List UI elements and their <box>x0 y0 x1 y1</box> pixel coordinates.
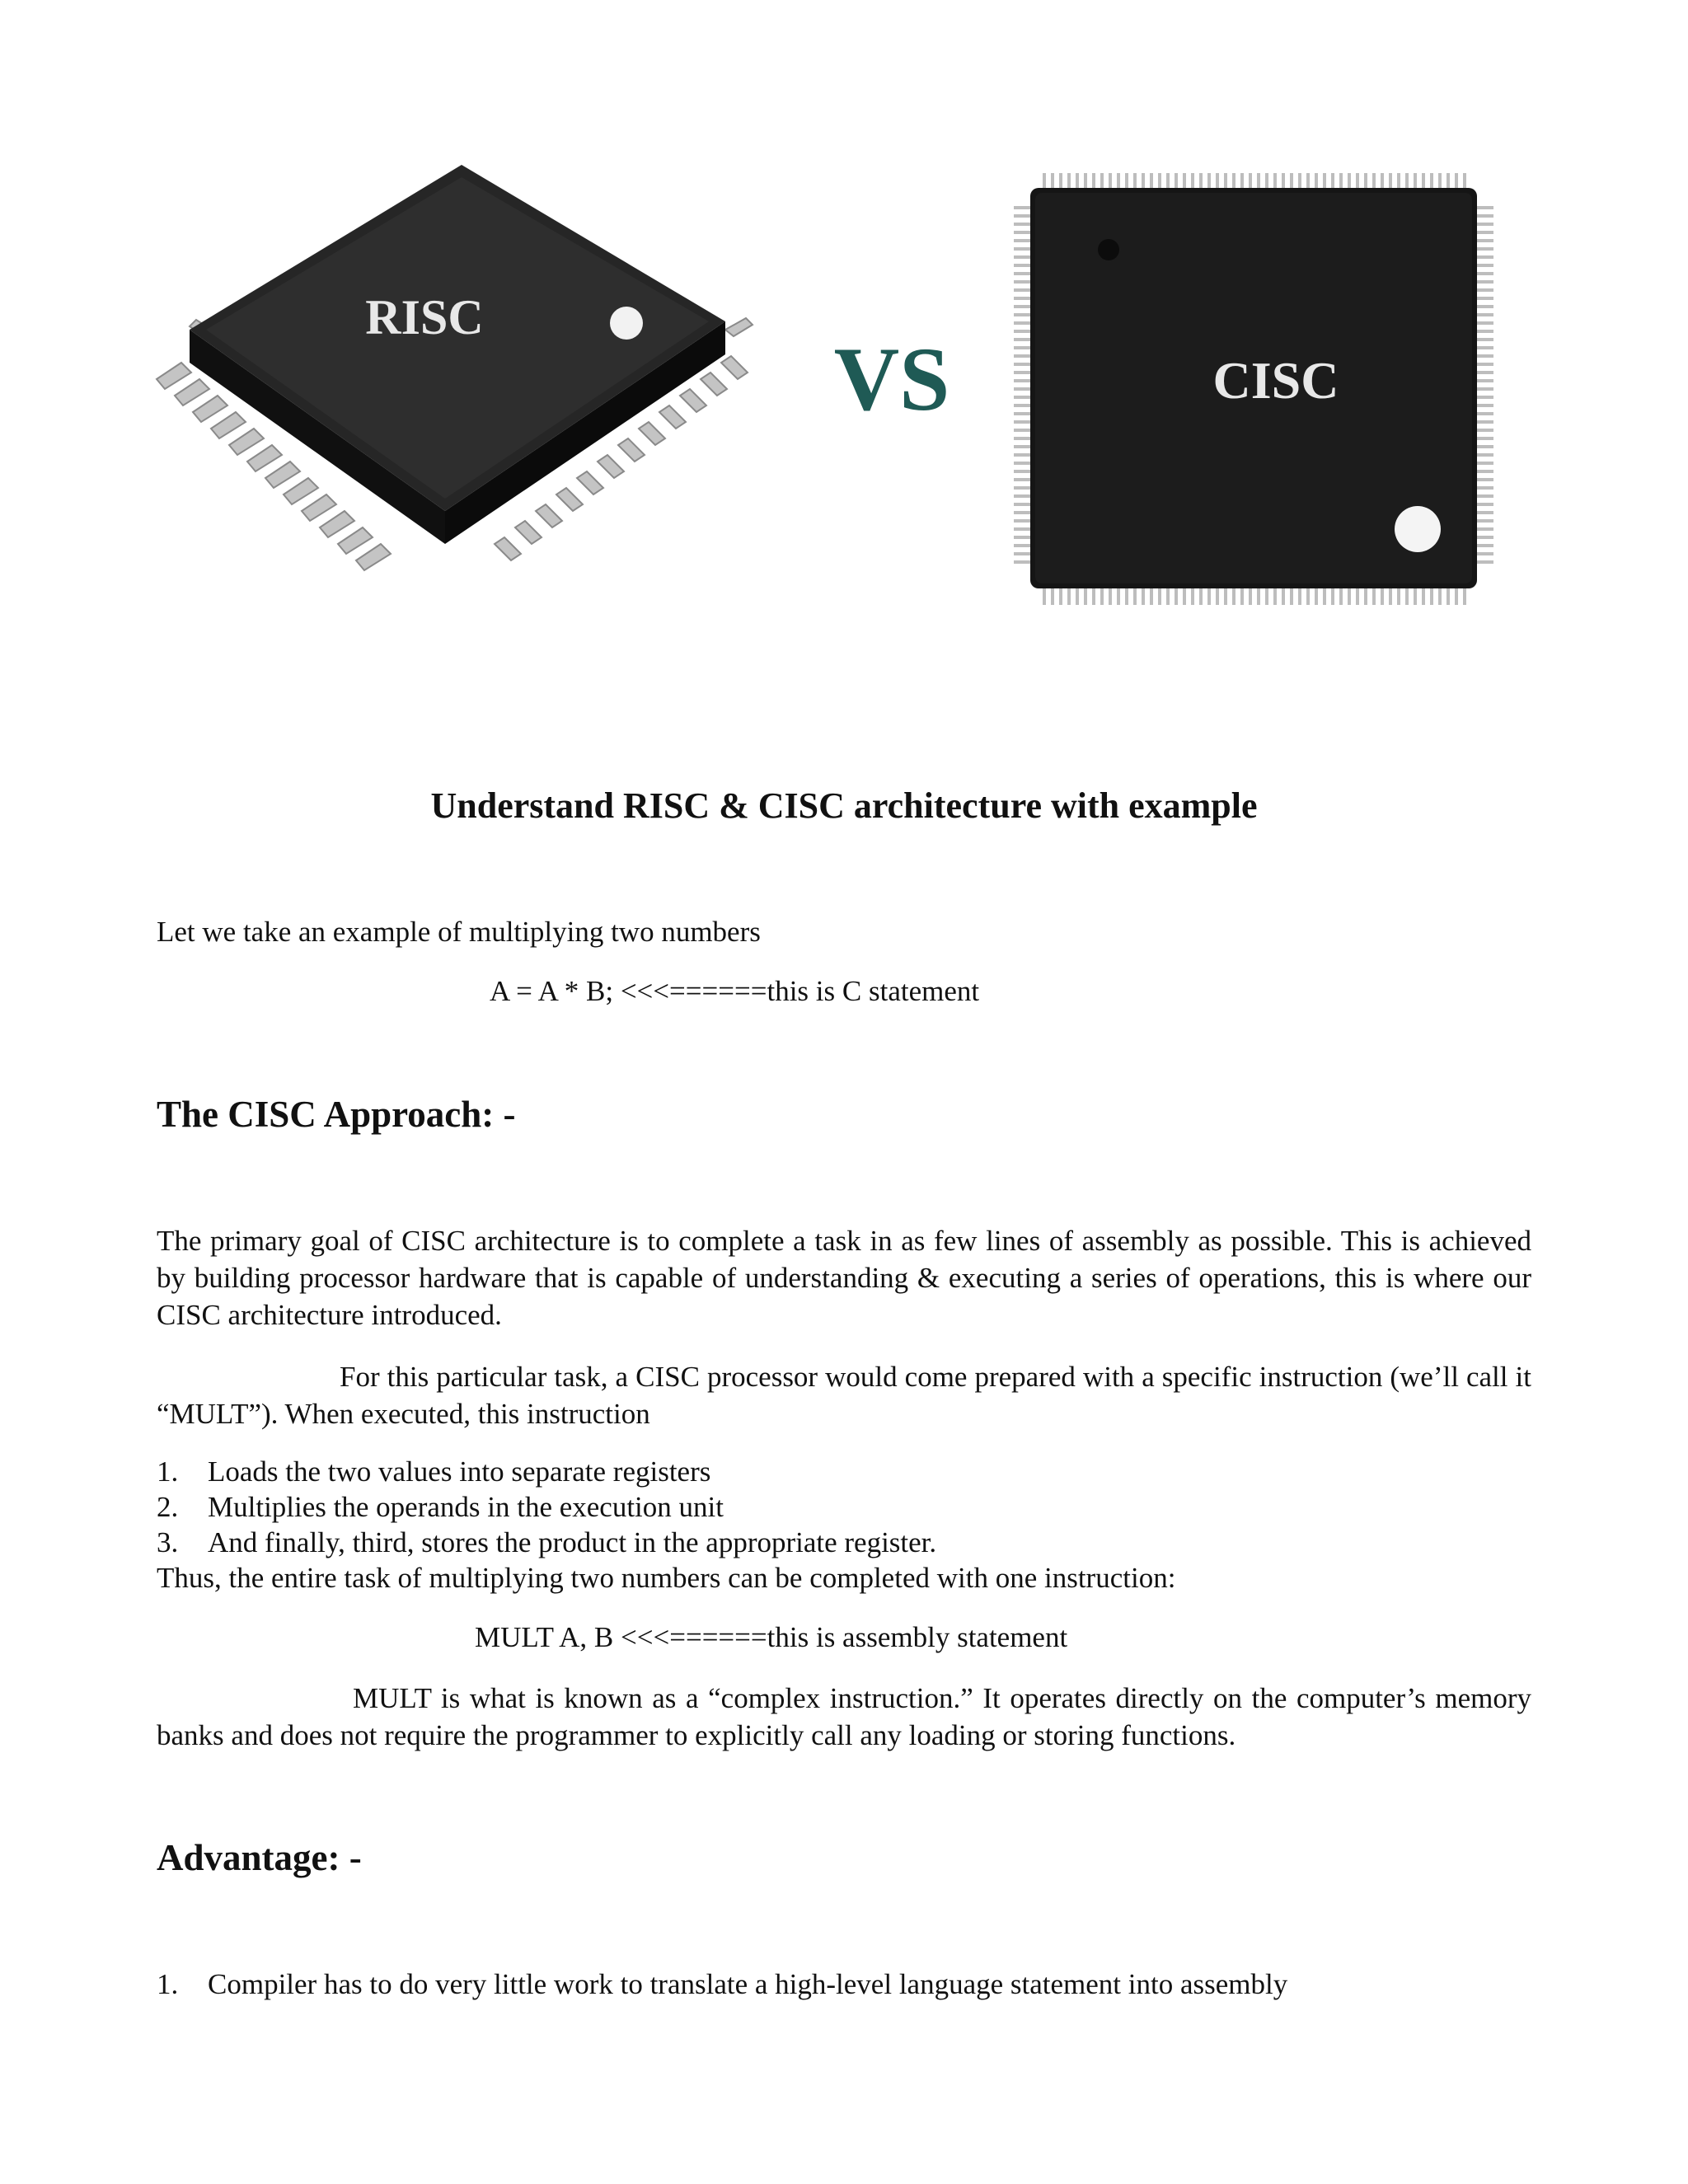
vs-label: VS <box>833 329 950 429</box>
list-item <box>157 1525 1531 1560</box>
list-number: 1. <box>157 1455 179 1488</box>
asm-statement: MULT A, B <<<======this is assembly statement <box>475 1621 1068 1653</box>
cisc-chip-label: CISC <box>1212 351 1339 410</box>
cisc-summary: Thus, the entire task of multiplying two numbers can be completed with one instruction: <box>157 1562 1176 1594</box>
cisc-approach-heading: The CISC Approach: - <box>157 1094 516 1135</box>
risc-vs-cisc-image <box>148 132 1582 668</box>
list-number: 3. <box>157 1526 179 1558</box>
cisc-mult-paragraph: For this particular task, a CISC processor would come prepared with a specific instruction (we’ll call it “MULT”). When executed, this instruction <box>157 1361 1531 1430</box>
risc-chip-label: RISC <box>365 290 484 344</box>
list-item-text: And finally, third, stores the product in the appropriate register. <box>208 1526 937 1558</box>
risc-chip <box>157 165 753 570</box>
list-item <box>157 1489 1531 1525</box>
cisc-chip <box>1014 173 1493 605</box>
intro-text: Let we take an example of multiplying two numbers <box>157 916 761 948</box>
list-number: 2. <box>157 1491 179 1523</box>
list-item-text: Compiler has to do very little work to translate a high-level language statement into assembly <box>208 1968 1288 2000</box>
mult-complex-paragraph: MULT is what is known as a “complex instruction.” It operates directly on the computer’s memory banks and does not require the programmer to explicitly call any loading or storing functions. <box>157 1682 1531 1751</box>
list-item-text: Loads the two values into separate registers <box>208 1455 711 1488</box>
page-title: Understand RISC & CISC architecture with example <box>430 785 1258 826</box>
c-statement: A = A * B; <<<======this is C statement <box>490 975 980 1007</box>
mult-steps-list <box>157 1454 1531 1560</box>
list-item-text: Multiplies the operands in the execution unit <box>208 1491 724 1523</box>
list-item <box>157 1454 1531 1489</box>
list-item <box>157 1966 1531 2002</box>
cisc-goal-paragraph: The primary goal of CISC architecture is to complete a task in as few lines of assembly as possible. This is achieved by building processor hardware that is capable of understanding & executing a series of operations, this is where our CISC architecture introduced. <box>157 1225 1531 1331</box>
list-number: 1. <box>157 1968 179 2000</box>
advantage-heading: Advantage: - <box>157 1837 362 1878</box>
advantage-list <box>157 1966 1531 2002</box>
